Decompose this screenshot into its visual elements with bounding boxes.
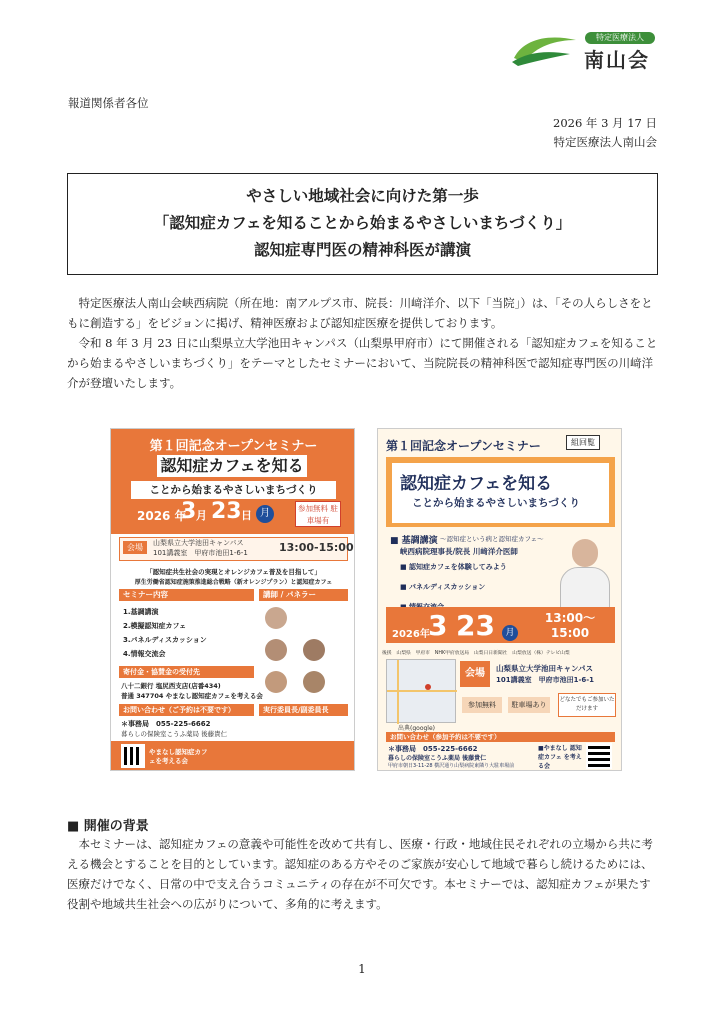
venue-map (386, 659, 456, 723)
flyer2-year: 2026年 (392, 629, 430, 640)
flyer1-month: 3 (181, 499, 197, 524)
flyer2-venue-room: 101講義室 甲府市池田1-6-1 (496, 676, 595, 684)
flyer1-day-unit: 日 (241, 509, 252, 522)
flyer1-contents-head: セミナー内容 (119, 589, 254, 601)
flyer1-theme-2: 厚生労働省認知症施策推進総合戦略（新オレンジプラン）と認知症カフェ (134, 579, 333, 586)
flyer1-committee-head: 実行委員長/副委員長 (259, 704, 348, 716)
flyer1-account: 普通 347704 やまなし認知症カフェを考える会 (121, 692, 263, 700)
map-pin-icon (425, 684, 431, 690)
section-body-block (67, 834, 659, 914)
flyer2-item-2: ■ パネルディスカッション (400, 583, 486, 591)
seminar-flyer-1 (110, 428, 355, 771)
speaker-photo (303, 671, 325, 693)
section-body: 本セミナーは、認知症カフェの意義や可能性を改めて共有し、医療・行政・地域住民それぞれの立場から共に考える機会とすることを目的としています。認知症のある方やそのご家族が安心して地域で暮らし続けるためには、医療だけでなく、日常の中で支え合うコミュニティの存在が不可欠です。本セミナーでは、認知症カフェが果たす役割や地域共生社会への広がりについて、多角的に考えます。 (67, 837, 653, 911)
speaker-photo (265, 671, 287, 693)
release-date: 2026 年 3 月 17 日 (553, 116, 657, 130)
flyer2-anyone: どなたでもご参加いただけます (558, 693, 616, 717)
seminar-flyer-2 (377, 428, 622, 771)
sender-name: 特定医療法人南山会 (553, 135, 657, 149)
flyer2-contact-head: お問い合わせ（参加予約は不要です） (386, 732, 615, 742)
flyer1-banner: 第１回記念オープンセミナー (149, 439, 318, 454)
flyer1-subtitle: ことから始まるやさしいまちづくり (131, 481, 336, 499)
flyer1-venue-label: 会場 (123, 541, 147, 554)
qr-code-icon (586, 743, 612, 769)
flyer1-content-1: 1.基調講演 (123, 608, 159, 616)
flyer1-content-2: 2.模擬認知症カフェ (123, 622, 187, 630)
flyer2-map-source: 出典(google) (398, 725, 435, 732)
flyer2-venue-label: 会場 (460, 661, 490, 687)
flyer1-org-footer: やまなし認知症カフェを考える会 (149, 748, 208, 765)
speaker-photo (265, 607, 287, 629)
flyer1-time: 13:00-15:00 (279, 541, 354, 554)
intro-paragraph-2: 令和 8 年 3 月 23 日に山梨県立大学池田キャンパス（山梨県甲府市）にて開催される「認知症カフェを知ることから始まるやさしいまちづくり」をテーマとしたセミナーにおいて、当院院長の精神科医で認知症専門医の川﨑洋介が登壇いたします。 (67, 336, 658, 390)
flyer2-office: ＊事務局 055-225-6662 (388, 745, 478, 753)
title-line-2: 「認知症カフェを知ることから始まるやさしいまちづくり」 (153, 213, 572, 232)
flyer2-sponsors: 後援 山梨県 甲府市 NHK甲府放送局 山梨日日新聞社 山梨放送（株）テレビ山梨 (382, 651, 570, 656)
flyer2-office3: 甲府市朝日3-11-28 横沢通り山梨病院東隣り大駐車場前 (388, 763, 515, 769)
flyer2-org-footer: ■やまなし 認知症カフェ を考える会 (538, 745, 582, 770)
title-line-3: 認知症専門医の精神科医が講演 (253, 240, 471, 259)
speaker-photo (303, 639, 325, 661)
title-box (67, 173, 658, 275)
flyer2-banner: 第１回記念オープンセミナー (386, 439, 541, 453)
logo-org-name: 南山会 (584, 48, 650, 72)
addressee: 報道関係者各位 (68, 96, 149, 110)
flyer1-speakers-head: 講師 / パネラー (259, 589, 348, 601)
flyer2-venue-name: 山梨県立大学池田キャンパス (496, 664, 593, 673)
flyer1-title: 認知症カフェを知る (157, 455, 307, 477)
section-heading: ■ 開催の背景 (67, 819, 149, 834)
flyer1-day: 23 (211, 499, 242, 524)
flyer2-keynote-topic: 〜認知症という病と認知症カフェ〜 (440, 535, 544, 543)
flyer2-item-1: ■ 認知症カフェを体験してみよう (400, 563, 507, 571)
leaf-logo-icon (510, 32, 580, 66)
flyer1-month-unit: 月 (196, 509, 207, 522)
flyer1-contact-head: お問い合わせ（ご予約は不要です） (119, 704, 254, 716)
flyer2-day: 23 (456, 609, 495, 642)
flyer1-office2: 暮らしの保険室こうふ薬局 後藤貴仁 (121, 730, 228, 738)
intro-text (67, 293, 659, 393)
flyer2-tag: 組回覧 (566, 435, 600, 450)
flyer2-title: 認知症カフェを知る (400, 474, 553, 494)
flyer2-weekday: 月 (502, 625, 518, 641)
flyer2-time: 13:00〜 15:00 (544, 611, 596, 640)
flyer1-donation-head: 寄付金・協賛金の受付先 (119, 666, 254, 678)
flyer1-content-4: 4.情報交流会 (123, 650, 166, 658)
flyer1-year: 2026 年 (137, 509, 187, 523)
flyer2-office2: 暮らしの保険室こうふ薬局 後藤貴仁 (388, 755, 487, 762)
speaker-photo (265, 639, 287, 661)
flyer1-office: ＊事務局 055-225-6662 (121, 720, 211, 728)
flyer2-parking: 駐車場あり (508, 697, 550, 713)
flyer1-free-badge: 参加無料 駐車場有 (295, 501, 341, 527)
organization-logo (510, 30, 660, 70)
title-line-1: やさしい地域社会に向けた第一歩 (246, 186, 479, 205)
flyer2-keynote-label: ■ 基調講演 (390, 536, 438, 546)
qr-code-icon (121, 744, 145, 768)
flyer1-bank: 八十二銀行 塩尻西支店(店番434) (121, 682, 221, 690)
logo-org-type: 特定医療法人 (585, 32, 655, 44)
flyer2-month: 3 (428, 609, 448, 642)
intro-paragraph-1: 特定医療法人南山会峡西病院（所在地：南アルプス市、院長：川﨑洋介、以下「当院」）は、「その人らしさをともに創造する」をビジョンに掲げ、精神医療および認知症医療を提供しております。 (67, 296, 653, 330)
flyer1-content-3: 3.パネルディスカッション (123, 636, 207, 644)
flyer1-theme-1: 「認知症共生社会の実現とオレンジカフェ普及を目指して」 (146, 568, 321, 576)
flyer2-free: 参加無料 (462, 697, 502, 713)
doctor-photo (556, 537, 614, 609)
flyer1-venue-room: 101講義室 甲府市池田1-6-1 (153, 549, 248, 557)
flyer1-venue-name: 山梨県立大学池田キャンパス (153, 539, 244, 547)
flyer1-weekday: 月 (256, 505, 274, 523)
page-number: 1 (358, 962, 366, 976)
flyer2-subtitle: ことから始まるやさしいまちづくり (412, 497, 580, 509)
flyer2-keynote-speaker: 峡西病院理事長/院長 川﨑洋介医師 (400, 547, 518, 556)
